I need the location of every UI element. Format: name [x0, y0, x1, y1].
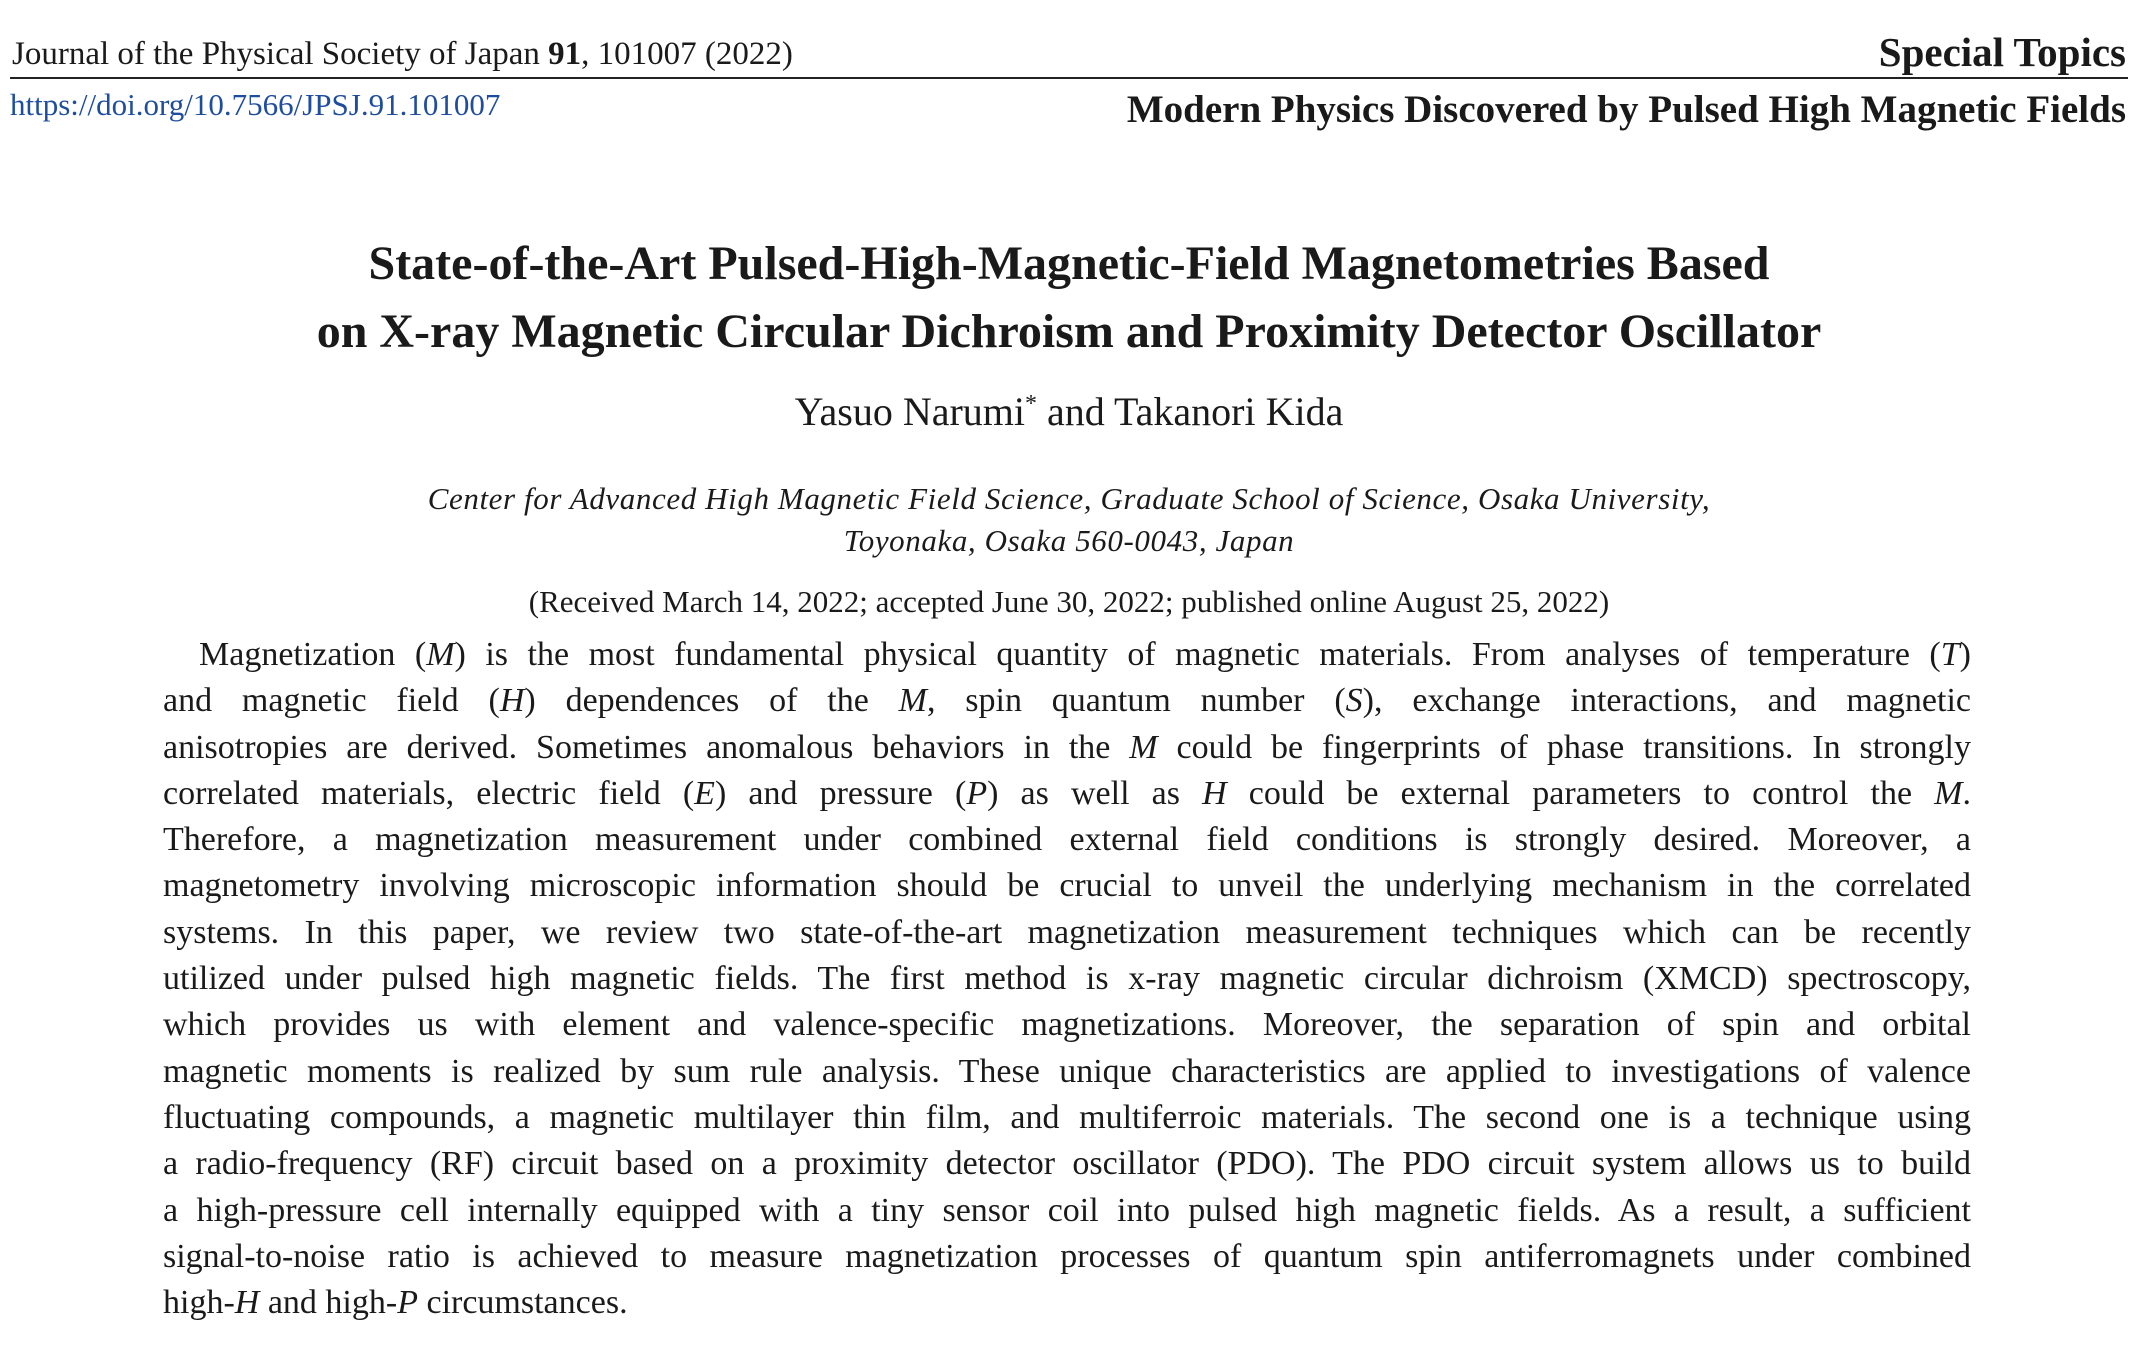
abstract-line — [163, 678, 1971, 724]
affiliation-line: Toyonaka, Osaka 560-0043, Japan — [843, 523, 1295, 558]
math-symbol: M — [426, 636, 455, 673]
journal-name: Journal of the Physical Society of Japan — [12, 36, 540, 72]
math-symbol: M — [1129, 728, 1158, 766]
text-run: . — [1962, 774, 1971, 812]
abstract-line: a high-pressure cell internally equipped with a tiny sensor coil into pulsed high magnetic fields. As a result, a sufficient — [163, 1191, 1971, 1229]
abstract-line: which provides us with element and valence-specific magnetizations. Moreover, the separation of spin and orbital — [163, 1006, 1971, 1044]
article-number-year: , 101007 (2022) — [581, 36, 793, 72]
text-run: ) as well as — [987, 774, 1203, 812]
abstract-line: a radio-frequency (RF) circuit based on a proximity detector oscillator (PDO). The PDO circuit system allows us to build — [163, 1145, 1971, 1183]
abstract-line — [163, 632, 1971, 678]
abstract-line — [163, 1280, 1971, 1326]
author-list — [0, 388, 2138, 436]
abstract-line: magnetic moments is realized by sum rule analysis. These unique characteristics are applied to investigations of valence — [163, 1052, 1971, 1090]
abstract — [163, 632, 1971, 1326]
header-divider — [10, 77, 2128, 79]
text-run: ) is the most fundamental physical quantity of magnetic materials. From analyses of temperature ( — [454, 636, 1941, 673]
math-symbol: E — [694, 774, 715, 812]
text-run: anisotropies are derived. Sometimes anomalous behaviors in the — [163, 728, 1130, 766]
math-symbol: H — [1202, 774, 1227, 812]
title-line: on X-ray Magnetic Circular Dichroism and Proximity Detector Oscillator — [316, 305, 1822, 358]
text-run: ), exchange interactions, and magnetic — [1362, 682, 1972, 720]
math-symbol: S — [1345, 682, 1363, 720]
abstract-line: systems. In this paper, we review two state-of-the-art magnetization measurement techniques which can be recently — [163, 913, 1971, 951]
abstract-line: signal-to-noise ratio is achieved to measure magnetization processes of quantum spin antiferromagnets under combined — [163, 1237, 1971, 1275]
affiliation — [0, 478, 2138, 562]
special-topic-title: Modern Physics Discovered by Pulsed High Magnetic Fields — [1126, 88, 2126, 131]
math-symbol: P — [966, 774, 988, 812]
text-run: and magnetic field ( — [163, 682, 500, 720]
math-symbol: M — [898, 682, 927, 720]
abstract-line: utilized under pulsed high magnetic fields. The first method is x-ray magnetic circular dichroism (XMCD) spectroscopy, — [163, 960, 1971, 998]
math-symbol: H — [499, 682, 525, 720]
math-symbol: M — [1934, 774, 1963, 812]
author-separator: and — [1037, 389, 1115, 434]
text-run: could be fingerprints of phase transitions. In strongly — [1157, 728, 1971, 766]
paper-title — [0, 230, 2138, 366]
doi-link[interactable]: https://doi.org/10.7566/JPSJ.91.101007 — [10, 87, 501, 122]
author-name: Yasuo Narumi — [794, 389, 1025, 434]
abstract-line — [163, 771, 1971, 817]
text-run: high- — [163, 1284, 235, 1322]
text-run: and high- — [259, 1284, 398, 1322]
math-symbol: T — [1940, 636, 1960, 673]
author-name: Takanori Kida — [1114, 389, 1344, 434]
journal-volume: 91 — [548, 36, 582, 72]
section-label: Special Topics — [1878, 29, 2126, 75]
publication-dates: (Received March 14, 2022; accepted June 30, 2022; published online August 25, 2022) — [528, 584, 1610, 619]
math-symbol: H — [234, 1284, 260, 1322]
text-run: ) dependences of the — [524, 682, 899, 720]
text-run: , spin quantum number ( — [926, 682, 1346, 720]
math-symbol: P — [397, 1284, 418, 1322]
affiliation-line: Center for Advanced High Magnetic Field Science, Graduate School of Science, Osaka University, — [427, 481, 1711, 516]
corresponding-author-mark: * — [1025, 391, 1037, 417]
text-run: ) and pressure ( — [714, 774, 967, 812]
journal-citation — [12, 34, 793, 74]
text-run: Magnetization ( — [199, 636, 427, 673]
text-run: ) — [1959, 636, 1971, 673]
text-run: correlated materials, electric field ( — [163, 774, 695, 812]
abstract-line: Therefore, a magnetization measurement under combined external field conditions is strongly desired. Moreover, a — [163, 821, 1971, 859]
abstract-line — [163, 725, 1971, 771]
abstract-line: magnetometry involving microscopic information should be crucial to unveil the underlying mechanism in the correlated — [163, 867, 1971, 905]
abstract-line: fluctuating compounds, a magnetic multilayer thin film, and multiferroic materials. The second one is a technique using — [163, 1098, 1971, 1136]
title-line: State-of-the-Art Pulsed-High-Magnetic-Field Magnetometries Based — [368, 237, 1770, 290]
text-run: could be external parameters to control the — [1226, 774, 1935, 812]
text-run: circumstances. — [417, 1284, 628, 1322]
